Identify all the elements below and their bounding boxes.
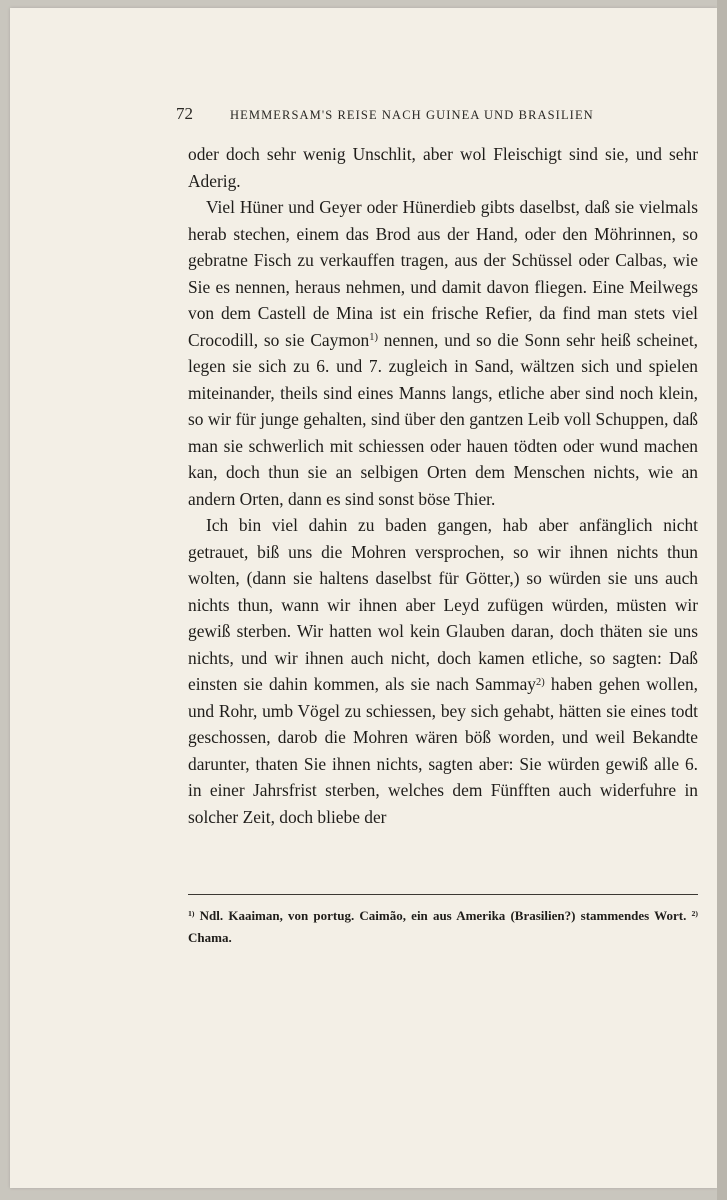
- paragraph-text: nennen, und so die Sonn sehr heiß scheinet, legen sie sich zu 6. und 7. zugleich in Sand, wältzen sich und spielen miteinander, theils sind eines Manns langs, etliche aber sind noch klein, so wir für junge gehalten, sind über den gantzen Leib voll Schuppen, daß man sie schwerlich mit schiessen oder hauen tödten oder wund machen kan, doch thun sie an selbigen Orten dem Menschen nichts, wie an andern Orten, dann es sind sonst böse Thier.: [188, 329, 699, 509]
- paragraph: oder doch sehr wenig Unschlit, aber wol Fleischigt sind sie, und sehr Aderig.: [188, 144, 698, 191]
- paragraph-text: haben gehen wollen, und Rohr, umb Vögel zu schiessen, bey sich gehabt, hätten sie eines todt geschossen, darob die Mohren wären böß worden, und weil Bekandte darunter, thaten Sie ihnen nichts, sagten aber: Sie würden gewiß alle 6. in einer Jahrsfrist sterben, welches dem Fünfften auch widerfuhre in solcher Zeit, doch bliebe der: [188, 674, 698, 827]
- page-number: 72: [176, 104, 193, 123]
- footnote-mark: 1): [188, 909, 195, 919]
- footnote-reference: 2): [536, 676, 545, 688]
- running-title: HEMMERSAM'S REISE NACH GUINEA UND BRASILIEN: [230, 108, 594, 122]
- paragraph: [188, 194, 698, 512]
- footnote-mark: 2): [691, 909, 698, 919]
- footnote-divider: [188, 894, 698, 895]
- page-edge: [717, 0, 727, 1200]
- paragraph-text: Ich bin viel dahin zu baden gangen, hab aber anfänglich nicht getrauet, biß uns die Mohren versprochen, so wir ihnen nichts thun wolten, (dann sie haltens daselbst für Götter,) so würden sie uns auch nichts thun, wann wir ihnen aber Leyd zufügen würden, müsten wir gewiß sterben. Wir hatten wol kein Glauben daran, doch thäten sie uns nichts, und wir ihnen auch nicht, doch kamen etliche, so sagten: Daß einsten sie dahin kommen, als sie nach Sammay: [188, 515, 698, 694]
- paragraph: [188, 512, 698, 830]
- footnote-reference: 1): [369, 332, 378, 344]
- footnote-text: Ndl. Kaaiman, von portug. Caimão, ein aus Amerika (Brasilien?) stammendes Wort.: [194, 908, 692, 923]
- page-header: [176, 104, 698, 124]
- paragraph-text: Viel Hüner und Geyer oder Hünerdieb gibts daselbst, daß sie vielmals herab stechen, einem das Brod aus der Hand, oder den Möhrinnen, so gebratne Fisch zu verkauffen tragen, aus der Schüssel oder Calbas, wie Sie es nennen, heraus nehmen, und damit davon fliegen. Eine Meilwegs von dem Castell de Mina ist ein frische Refier, da find man stets viel Crocodill, so sie Caymon: [188, 197, 698, 350]
- footnotes: [188, 905, 698, 949]
- main-text: [188, 141, 698, 830]
- footnote-text: Chama.: [188, 930, 232, 945]
